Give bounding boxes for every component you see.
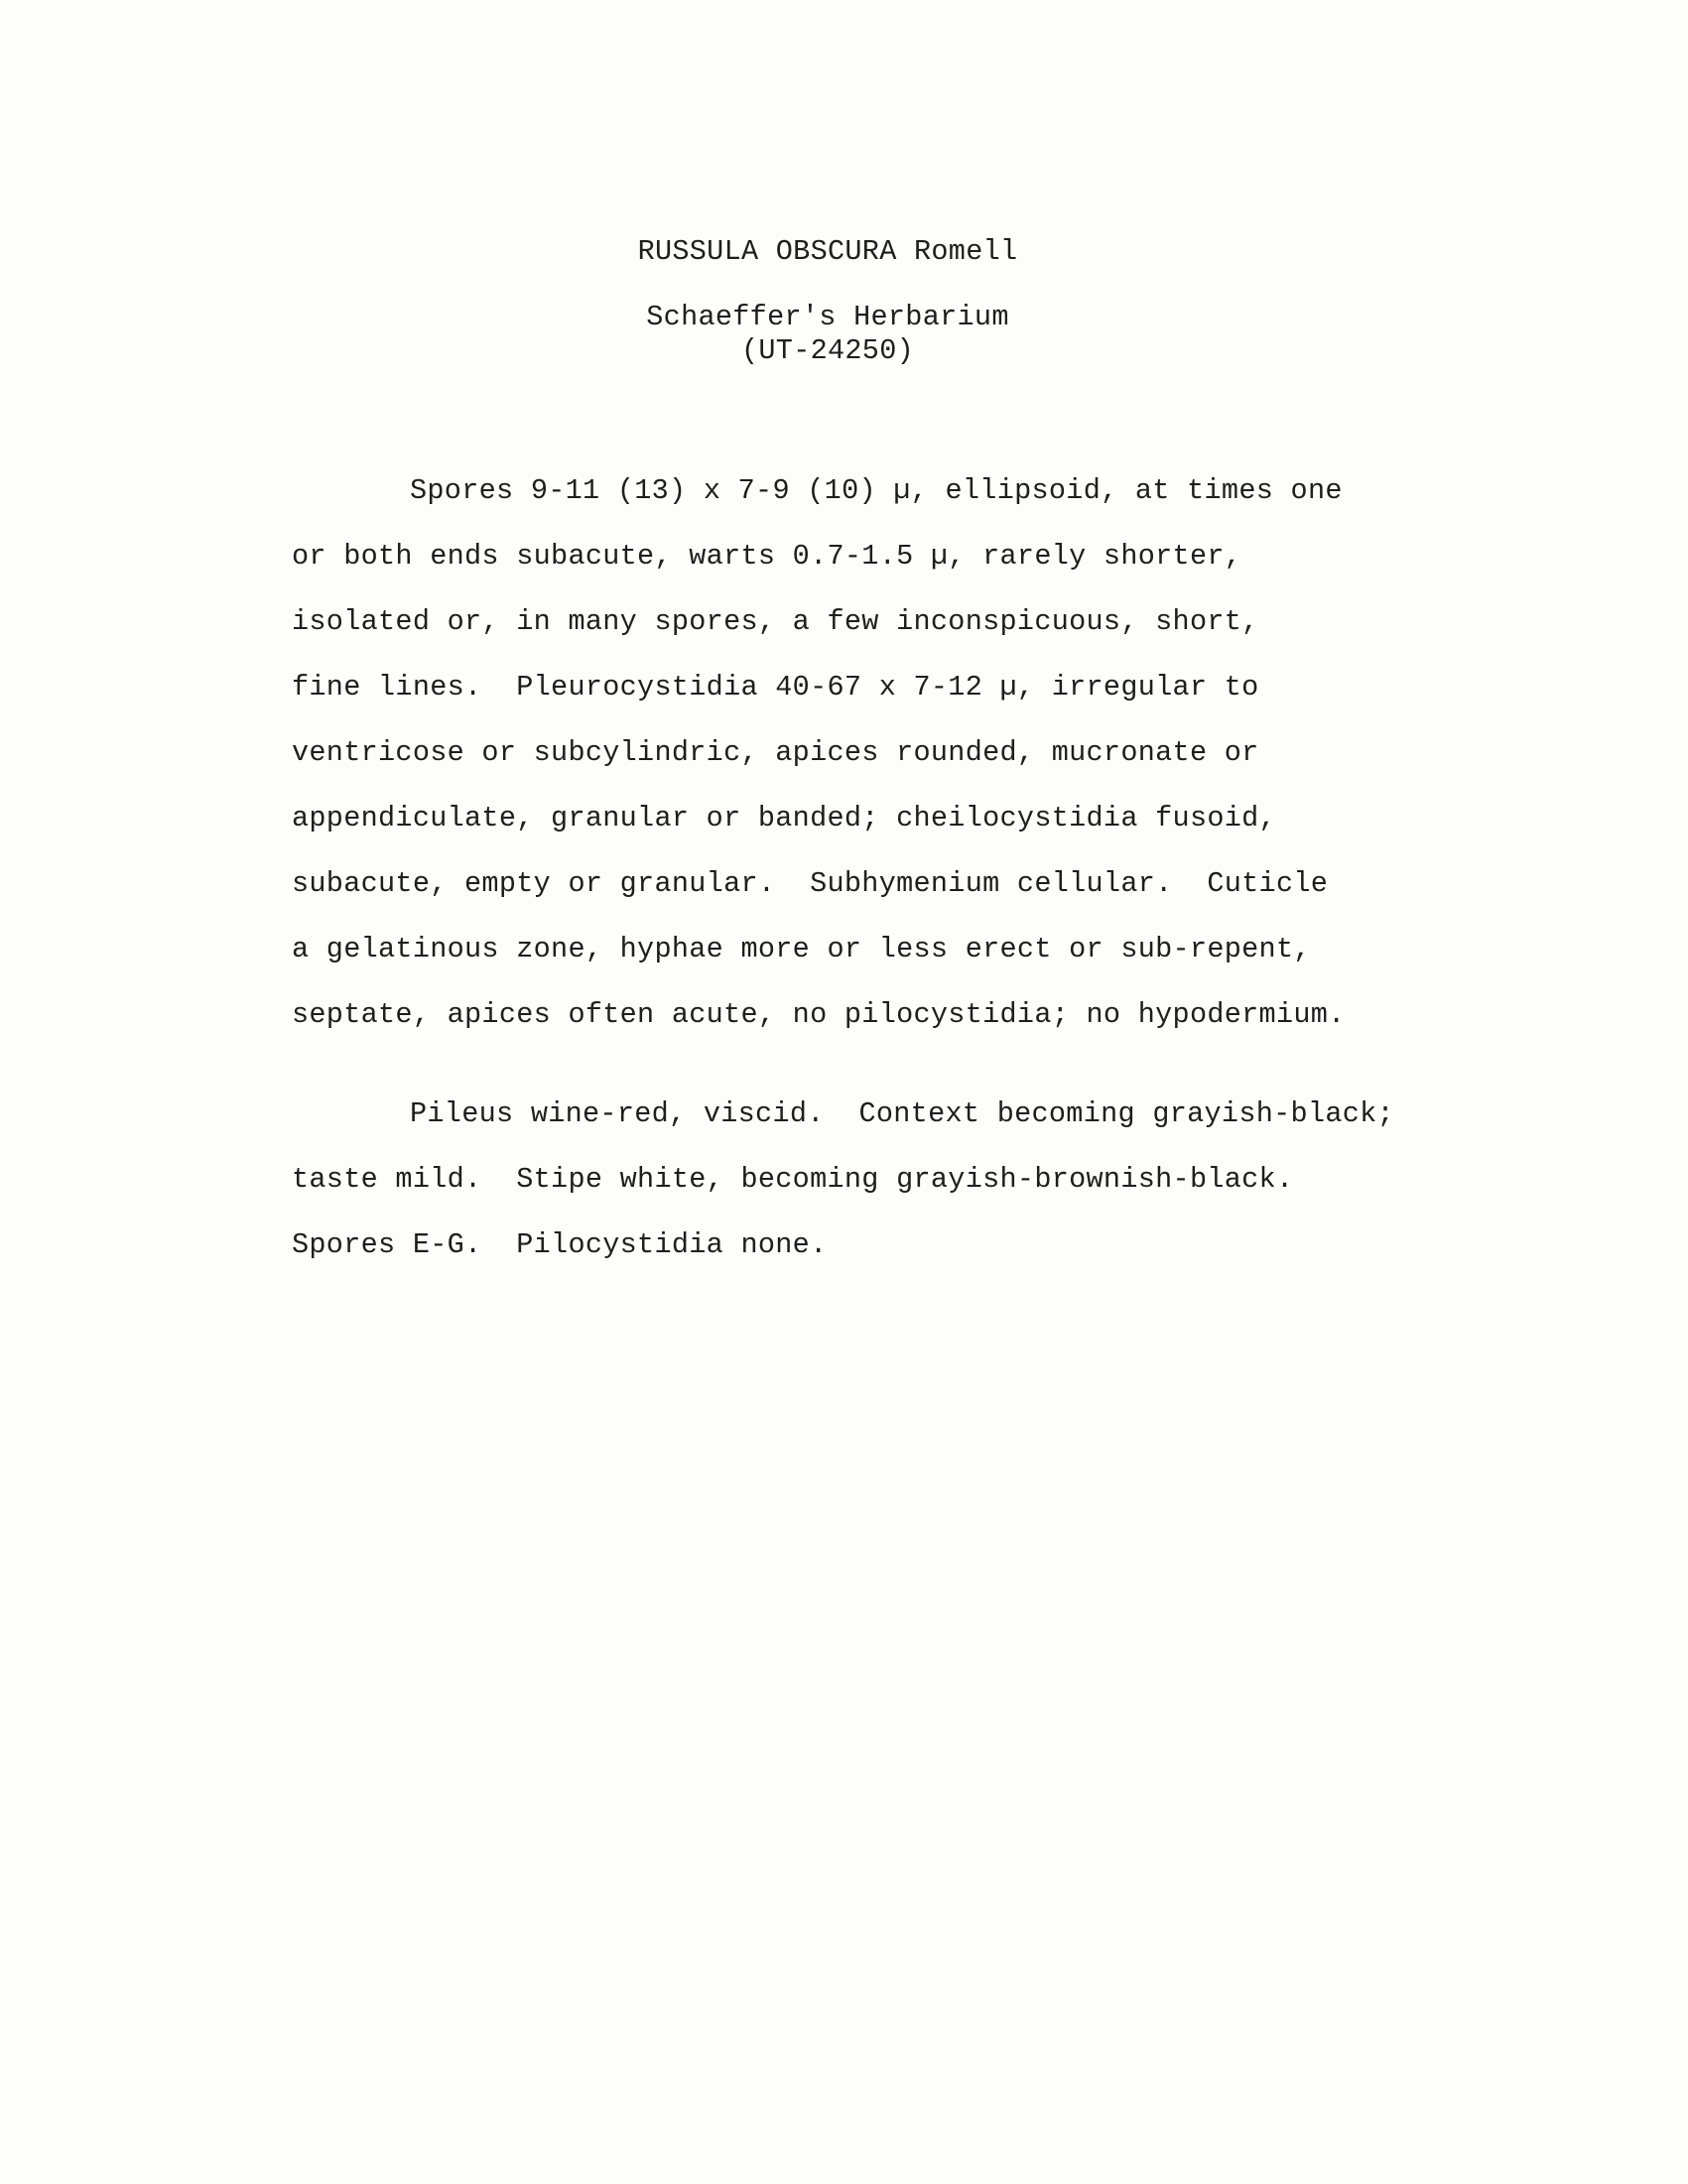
text-line: Spores 9-11 (13) x 7-9 (10) µ, ellipsoid, at times one xyxy=(410,474,1343,507)
species-title: RUSSULA OBSCURA Romell xyxy=(637,235,1018,268)
text-line: fine lines. Pleurocystidia 40-67 x 7-12 µ, irregular to xyxy=(292,671,1259,704)
text-line: Spores E-G. Pilocystidia none. xyxy=(292,1228,828,1261)
text-line: taste mild. Stipe white, becoming grayish-brownish-black. xyxy=(292,1163,1294,1196)
text-line: isolated or, in many spores, a few inconspicuous, short, xyxy=(292,605,1259,638)
herbarium-name: Schaeffer's Herbarium xyxy=(646,301,1009,333)
text-line: appendiculate, granular or banded; cheilocystidia fusoid, xyxy=(292,802,1276,835)
text-line: or both ends subacute, warts 0.7-1.5 µ, rarely shorter, xyxy=(292,540,1242,573)
text-line: ventricose or subcylindric, apices rounded, mucronate or xyxy=(292,736,1259,769)
text-line: septate, apices often acute, no pilocystidia; no hypodermium. xyxy=(292,998,1346,1031)
text-line: Pileus wine-red, viscid. Context becoming grayish-black; xyxy=(410,1097,1394,1130)
accession-number: (UT-24250) xyxy=(740,334,915,367)
text-line: a gelatinous zone, hyphae more or less erect or sub-repent, xyxy=(292,933,1311,965)
text-line: subacute, empty or granular. Subhymenium cellular. Cuticle xyxy=(292,867,1329,900)
